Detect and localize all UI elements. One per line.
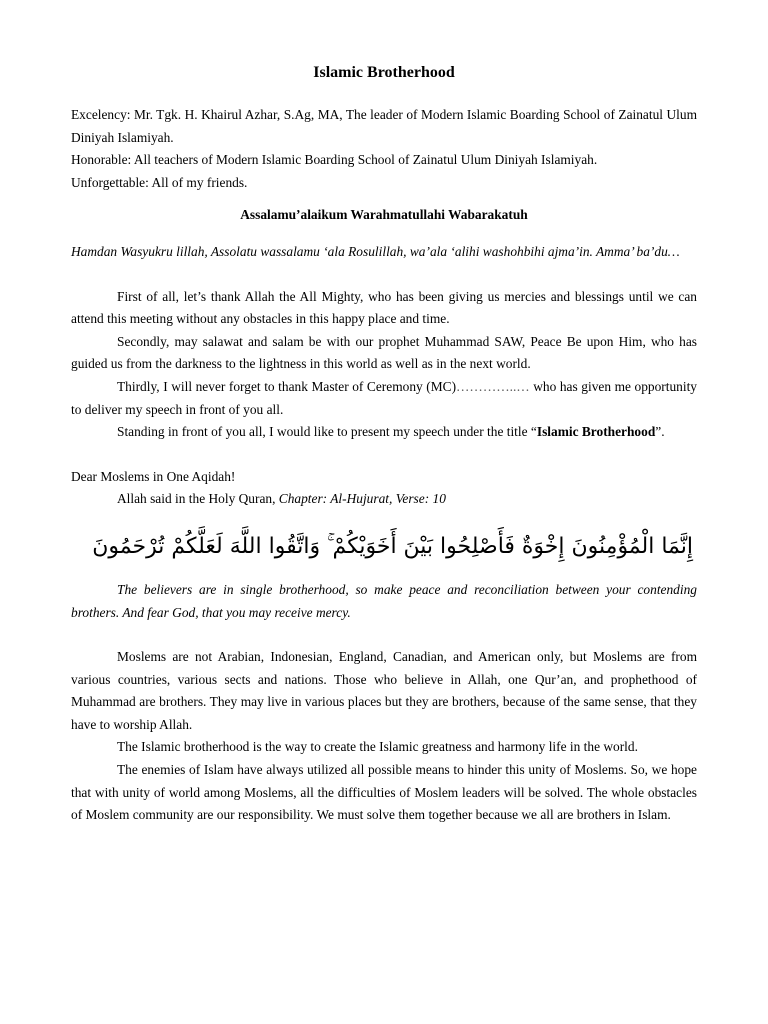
spacer xyxy=(71,264,697,286)
arabic-verse: إِنَّمَا الْمُؤْمِنُونَ إِخْوَةٌ فَأَصْلِحُوا بَيْنَ أَخَوَيْكُمْ ۚ وَاتَّقُوا اللَّهَ لَعَلَّكُمْ تُرْحَمُونَ xyxy=(92,533,693,559)
body-paragraph-1: Moslems are not Arabian, Indonesian, England, Canadian, and American only, but Moslems are from various countries, various sects and nations. Those who believe in Allah, one Qur’an, and prophethood of Muhammad are brothers. They may live in various places but they are brothers, because of the same sense, that they have to worship Allah. xyxy=(71,649,697,732)
quran-intro: Allah said in the Holy Quran, xyxy=(117,491,279,507)
spacer xyxy=(71,444,697,466)
body-paragraph-2: The Islamic brotherhood is the way to create the Islamic greatness and harmony life in the world. xyxy=(117,739,638,755)
spacer xyxy=(71,624,697,646)
speech-title: Islamic Brotherhood xyxy=(536,424,656,440)
intro-paragraph-1: First of all, let’s thank Allah the All Mighty, who has been giving us mercies and blessings until we can attend this meeting without any obstacles in this happy place and time. xyxy=(71,288,697,327)
mc-name-placeholder: …………..… xyxy=(456,378,530,394)
body-paragraph-3: The enemies of Islam have always utilized all possible means to hinder this unity of Moslems. So, we hope that with unity of world among Moslems, all the difficulties of Moslem leaders will be solved. The whole obstacles of Moslem community are our responsibility. We must solve them together because we all are brothers in Islam. xyxy=(71,762,697,823)
salutation-unforgettable: Unforgettable: All of my friends. xyxy=(71,174,248,190)
opening-prayer: Hamdan Wasyukru lillah, Assolatu wassalamu ‘ala Rosulillah, wa’ala ‘alihi washohbihi ajma’in. Amma’ ba’du… xyxy=(71,243,680,259)
intro-p3-before: Thirdly, I will never forget to thank Master of Ceremony (MC) xyxy=(117,378,457,394)
intro-paragraph-4 xyxy=(71,421,697,444)
quran-intro-line xyxy=(71,488,697,511)
salutation-honorable: Honorable: All teachers of Modern Islamic Boarding School of Zainatul Ulum Diniyah Islamiyah. xyxy=(71,152,598,168)
address-dear: Dear Moslems in One Aqidah! xyxy=(71,468,236,484)
document-title: Islamic Brotherhood xyxy=(313,64,455,81)
verse-translation: The believers are in single brotherhood, so make peace and reconciliation between your contending brothers. And fear God, that you may receive mercy. xyxy=(71,581,697,620)
intro-p3-after: who has given me opportunity to deliver my speech in front of you all. xyxy=(71,378,697,417)
intro-p4-before: Standing in front of you all, I would like to present my speech under the title “ xyxy=(117,424,537,440)
document-page xyxy=(71,62,697,827)
quran-reference: Chapter: Al-Hujurat, Verse: 10 xyxy=(278,491,446,507)
greeting: Assalamu’alaikum Warahmatullahi Wabarakatuh xyxy=(240,207,528,223)
intro-p4-after: ”. xyxy=(655,424,665,440)
intro-paragraph-3 xyxy=(71,376,697,421)
salutation-excelency: Excelency: Mr. Tgk. H. Khairul Azhar, S.Ag, MA, The leader of Modern Islamic Boarding School of Zainatul Ulum Diniyah Islamiyah. xyxy=(71,107,697,145)
intro-paragraph-2: Secondly, may salawat and salam be with our prophet Muhammad SAW, Peace Be upon Him, who has guided us from the darkness to the lightness in this world as well as in the next world. xyxy=(71,333,697,372)
